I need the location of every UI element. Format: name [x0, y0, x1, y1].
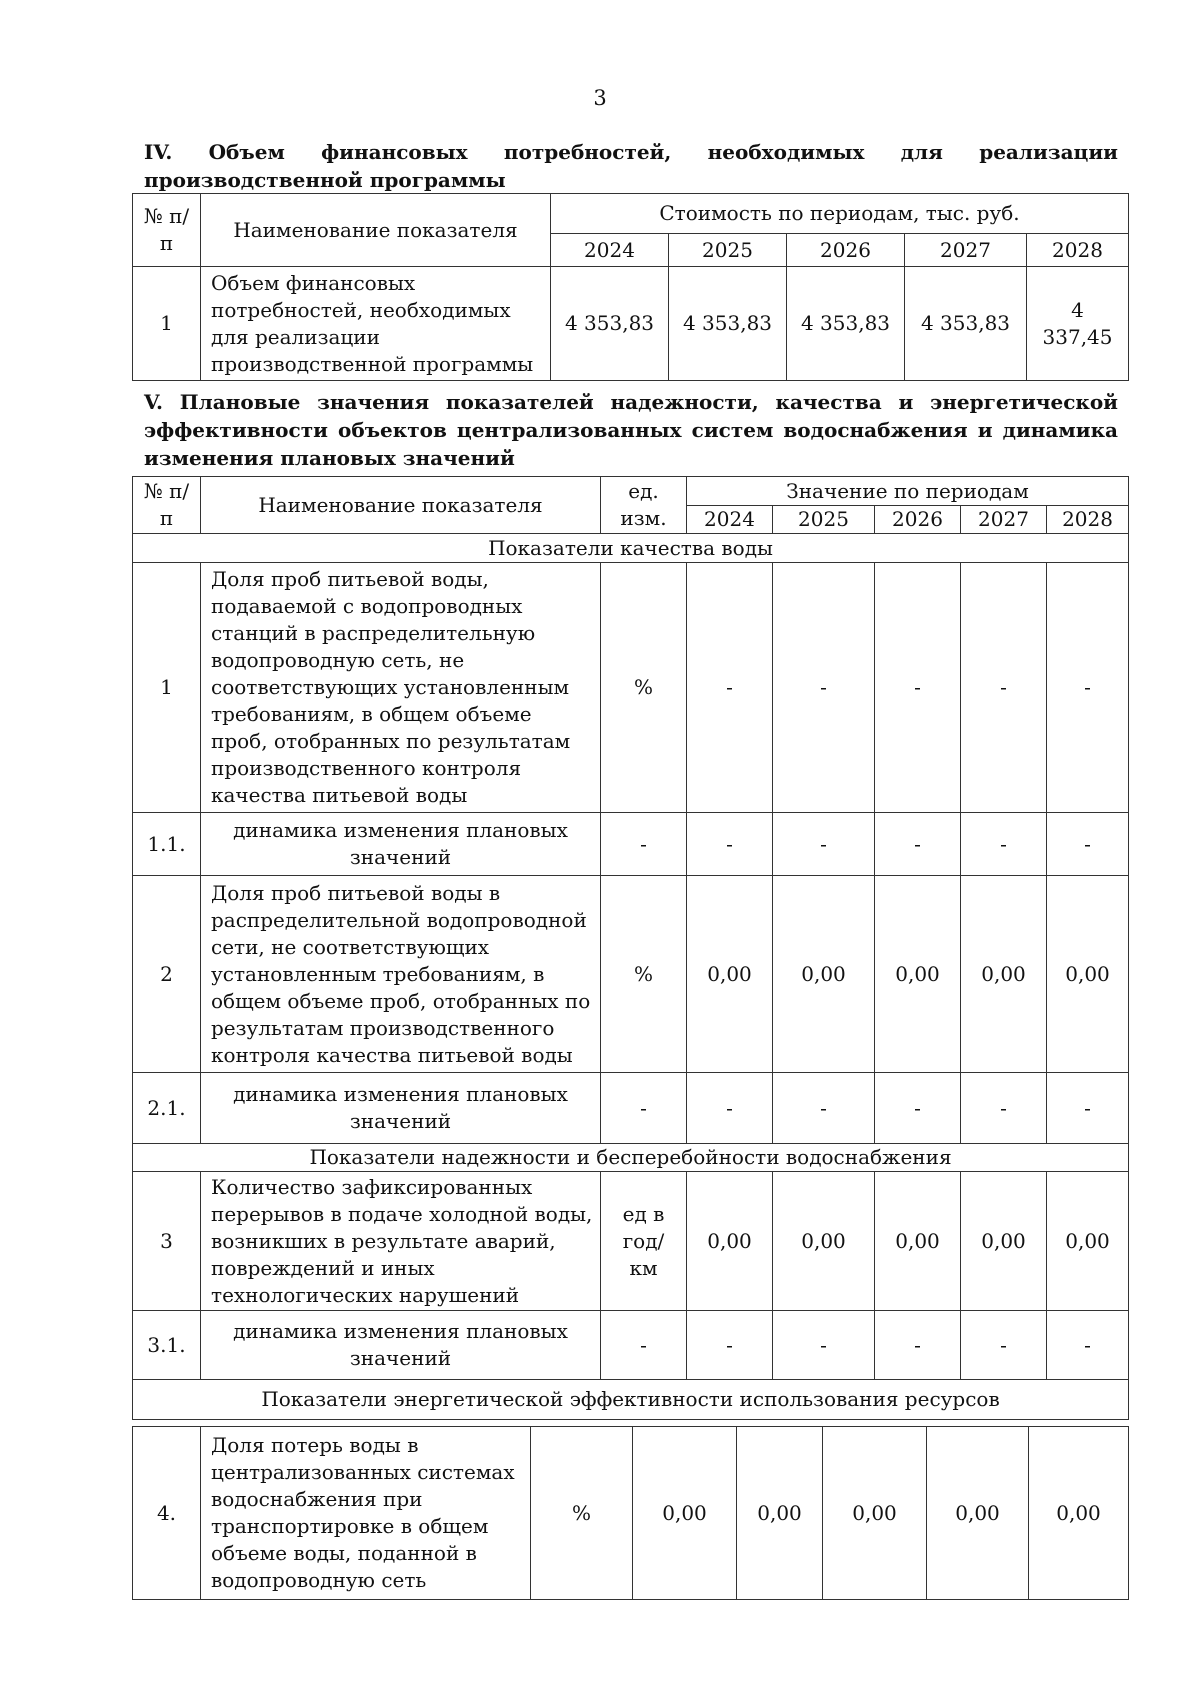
- row-value: -: [875, 563, 961, 813]
- row-name: Доля проб питьевой воды в распределительной водопроводной сети, не соответствующих установленным требованиям, в общем объеме проб, отобранных по результатам производственного контроля качества питьевой воды: [201, 876, 601, 1073]
- row-value: -: [875, 813, 961, 876]
- header-year: 2025: [773, 506, 875, 534]
- header-year: 2024: [687, 506, 773, 534]
- row-num: 3.1.: [133, 1311, 201, 1380]
- table-row: [133, 1311, 1129, 1380]
- row-num: 4.: [133, 1427, 201, 1600]
- row-num: 3: [133, 1172, 201, 1311]
- row-value: -: [687, 813, 773, 876]
- section-4-title: IV. Объем финансовых потребностей, необходимых для реализации производственной программы: [144, 140, 1118, 192]
- header-year: 2027: [905, 234, 1027, 267]
- row-value: -: [1047, 1311, 1129, 1380]
- row-value: 0,00: [875, 876, 961, 1073]
- row-value: -: [961, 1073, 1047, 1144]
- header-num: № п/п: [133, 477, 201, 534]
- header-cost: Стоимость по периодам, тыс. руб.: [551, 194, 1129, 234]
- row-num: 1: [133, 563, 201, 813]
- header-values: Значение по периодам: [687, 477, 1129, 506]
- row-value: -: [773, 1073, 875, 1144]
- row-value: 0,00: [961, 1172, 1047, 1311]
- header-year: 2026: [875, 506, 961, 534]
- table-row: [133, 813, 1129, 876]
- header-year: 2026: [787, 234, 905, 267]
- header-year: 2025: [669, 234, 787, 267]
- row-value: -: [687, 1073, 773, 1144]
- row-name: Объем финансовых потребностей, необходимых для реализации производственной программы: [201, 267, 551, 381]
- table-row: [133, 1172, 1129, 1311]
- table-row: [133, 563, 1129, 813]
- row-num: 2: [133, 876, 201, 1073]
- row-unit: %: [531, 1427, 633, 1600]
- row-value: -: [773, 563, 875, 813]
- row-num: 1: [133, 267, 201, 381]
- financial-needs-table: [132, 193, 1129, 381]
- page-number: 3: [593, 86, 607, 110]
- row-name: Количество зафиксированных перерывов в подаче холодной воды, возникших в результате аварий, повреждений и иных технологических нарушений: [201, 1172, 601, 1311]
- header-year: 2024: [551, 234, 669, 267]
- row-value: -: [961, 1311, 1047, 1380]
- row-value: 0,00: [633, 1427, 737, 1600]
- indicators-table: [132, 476, 1129, 1420]
- header-num: № п/п: [133, 194, 201, 267]
- row-value: -: [875, 1073, 961, 1144]
- row-value: 0,00: [823, 1427, 927, 1600]
- section-header-reliability: Показатели надежности и бесперебойности водоснабжения: [133, 1144, 1129, 1172]
- row-value: -: [687, 563, 773, 813]
- row-name: динамика изменения плановых значений: [201, 813, 601, 876]
- header-name: Наименование показателя: [201, 477, 601, 534]
- row-value: 0,00: [773, 1172, 875, 1311]
- row-name: Доля потерь воды в централизованных системах водоснабжения при транспортировке в общем объеме воды, поданной в водопроводную сеть: [201, 1427, 531, 1600]
- row-value: 0,00: [687, 876, 773, 1073]
- row-value: -: [773, 813, 875, 876]
- row-value: -: [961, 563, 1047, 813]
- row-value: 0,00: [773, 876, 875, 1073]
- row-value: -: [1047, 1073, 1129, 1144]
- row-name: динамика изменения плановых значений: [201, 1311, 601, 1380]
- row-unit: -: [601, 1073, 687, 1144]
- header-year: 2028: [1047, 506, 1129, 534]
- row-value: 0,00: [1047, 1172, 1129, 1311]
- section-5-title: V. Плановые значения показателей надежности, качества и энергетической эффективности объектов централизованных систем водоснабжения и динамика изменения плановых значений: [144, 390, 1118, 470]
- row-value: -: [773, 1311, 875, 1380]
- row-unit: %: [601, 876, 687, 1073]
- header-year: 2028: [1027, 234, 1129, 267]
- row-value: 0,00: [1047, 876, 1129, 1073]
- row-value: 0,00: [875, 1172, 961, 1311]
- table-row: [133, 267, 1129, 381]
- row-unit: %: [601, 563, 687, 813]
- energy-table: [132, 1426, 1129, 1600]
- row-value: -: [961, 813, 1047, 876]
- row-unit: ед в год/ км: [601, 1172, 687, 1311]
- row-value: 4 353,83: [905, 267, 1027, 381]
- row-unit: -: [601, 1311, 687, 1380]
- row-value: 4 353,83: [787, 267, 905, 381]
- header-unit: ед. изм.: [601, 477, 687, 534]
- row-value: -: [687, 1311, 773, 1380]
- row-unit: -: [601, 813, 687, 876]
- table-row: [133, 876, 1129, 1073]
- table-row: [133, 1073, 1129, 1144]
- header-year: 2027: [961, 506, 1047, 534]
- row-value: 0,00: [1029, 1427, 1129, 1600]
- row-value: 4 337,45: [1027, 267, 1129, 381]
- row-value: 0,00: [961, 876, 1047, 1073]
- row-value: 4 353,83: [551, 267, 669, 381]
- table-row: [133, 1427, 1129, 1600]
- row-value: -: [1047, 813, 1129, 876]
- row-num: 2.1.: [133, 1073, 201, 1144]
- section-header-energy: Показатели энергетической эффективности использования ресурсов: [133, 1380, 1129, 1420]
- section-header-quality: Показатели качества воды: [133, 534, 1129, 563]
- row-name: динамика изменения плановых значений: [201, 1073, 601, 1144]
- row-value: 0,00: [687, 1172, 773, 1311]
- row-value: -: [875, 1311, 961, 1380]
- header-name: Наименование показателя: [201, 194, 551, 267]
- row-name: Доля проб питьевой воды, подаваемой с водопроводных станций в распределительную водопроводную сеть, не соответствующих установленным требованиям, в общем объеме проб, отобранных по результатам производственного контроля качества питьевой воды: [201, 563, 601, 813]
- row-value: 0,00: [927, 1427, 1029, 1600]
- row-value: 0,00: [737, 1427, 823, 1600]
- row-num: 1.1.: [133, 813, 201, 876]
- row-value: -: [1047, 563, 1129, 813]
- row-value: 4 353,83: [669, 267, 787, 381]
